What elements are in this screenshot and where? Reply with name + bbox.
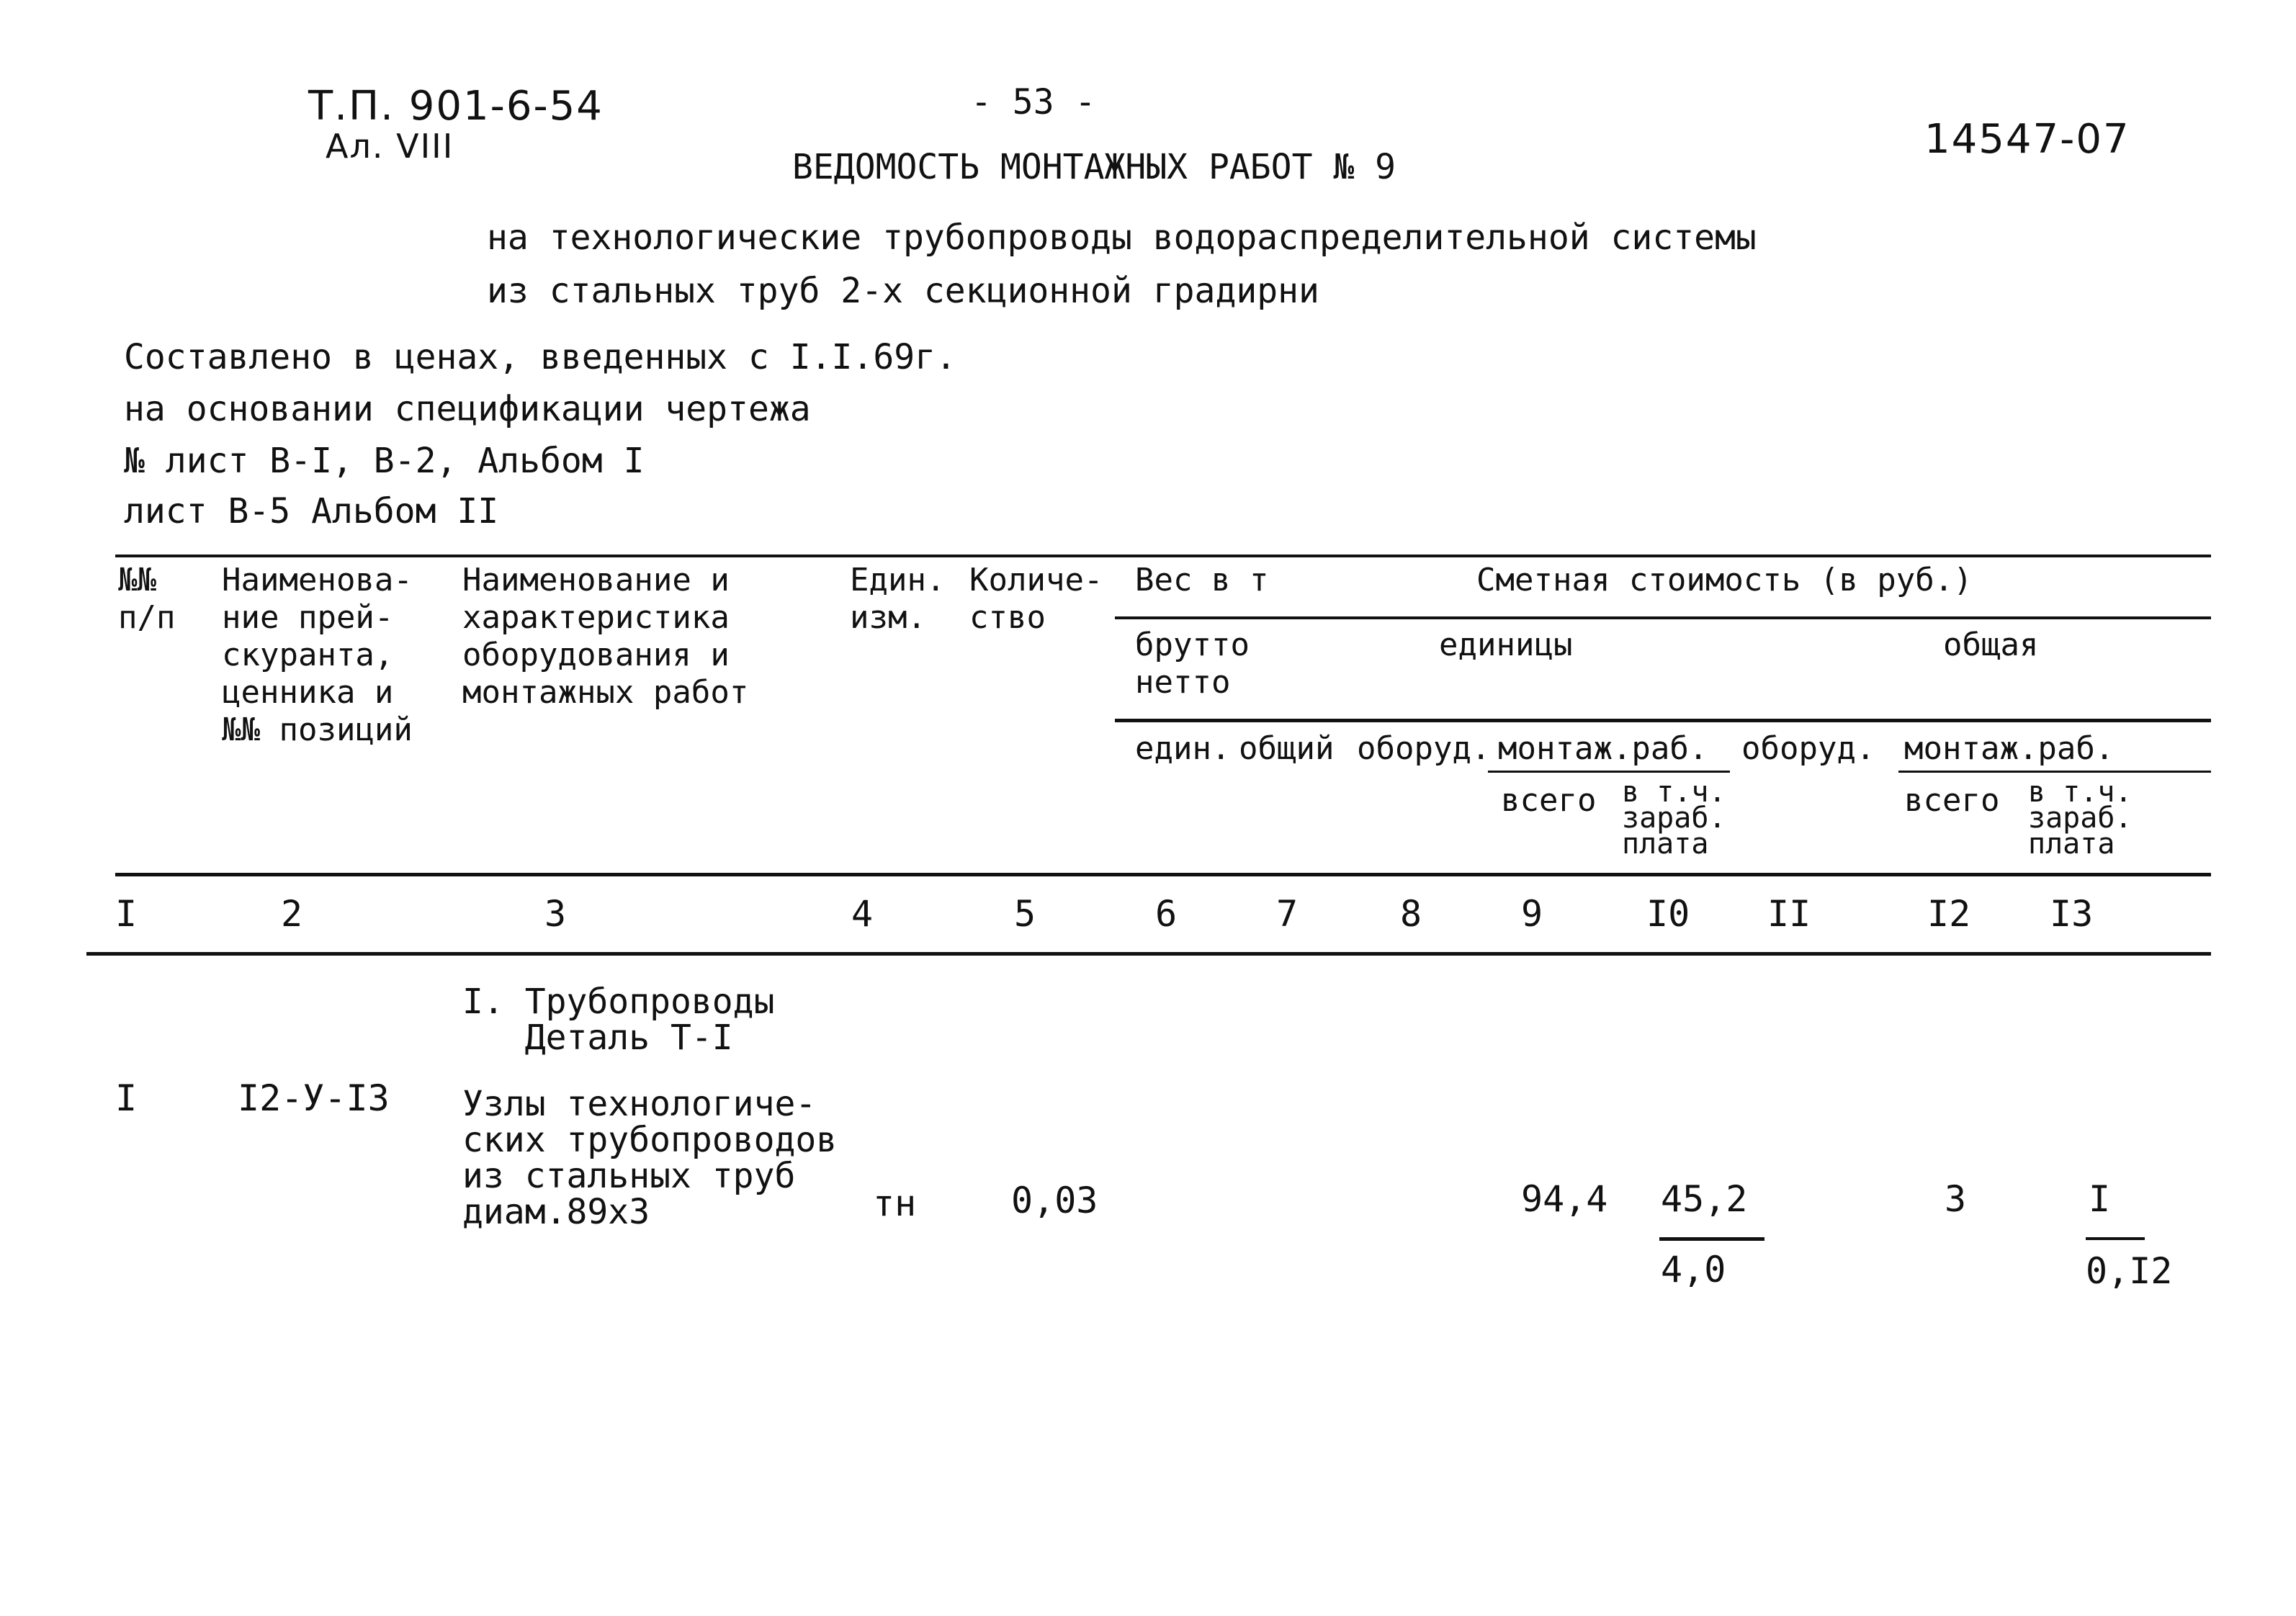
- header-quantity: Количе- ство: [969, 562, 1103, 636]
- info-line-1: Составлено в ценах, введенных с I.I.69г.: [124, 337, 956, 377]
- row-mounting-unit-total: 94,4: [1521, 1178, 1608, 1220]
- info-line-3: № лист В-I, В-2, Альбом I: [124, 441, 645, 481]
- column-number: 9: [1521, 893, 1543, 935]
- row-quantity: 0,03: [1011, 1180, 1098, 1221]
- row-mounting-all-incl-top: I: [2089, 1178, 2111, 1220]
- inventory-number: 14547-07: [1924, 116, 2130, 163]
- subtitle-line-1: на технологические трубопроводы водораспределительной системы: [487, 217, 1757, 258]
- header-brutto-netto: брутто нетто: [1135, 627, 1250, 701]
- header-incl-wages-total: в т.ч. зараб. плата: [2028, 776, 2133, 861]
- document-title: ВЕДОМОСТЬ МОНТАЖНЫХ РАБОТ № 9: [792, 147, 1396, 187]
- rule-under-unit-total: [1115, 719, 2211, 722]
- column-number: 8: [1400, 893, 1422, 935]
- header-total-cost: общая: [1943, 627, 2039, 663]
- header-equipment-unit: оборуд.: [1357, 730, 1491, 767]
- header-equipment-total: оборуд.: [1741, 730, 1875, 767]
- rule-header-bottom: [115, 873, 2211, 876]
- column-number: 3: [544, 893, 567, 935]
- column-number: 4: [851, 893, 874, 935]
- rule-under-mount-2: [1898, 771, 2211, 773]
- album-number: Ал. VIII: [326, 127, 454, 166]
- header-all-unit: всего: [1501, 782, 1597, 819]
- row-mounting-all-incl-bottom: 0,I2: [2086, 1250, 2173, 1292]
- page-number: - 53 -: [971, 82, 1096, 122]
- table-top-rule: [115, 555, 2211, 557]
- rule-numbers-bottom: [86, 952, 2211, 956]
- header-weight-unit: един.: [1135, 730, 1231, 767]
- column-number: 2: [281, 893, 303, 935]
- column-number: I3: [2050, 893, 2094, 935]
- row-item-name: Узлы технологиче- ских трубопроводов из стальных труб диам.89х3: [462, 1084, 838, 1232]
- column-number: I0: [1646, 893, 1690, 935]
- header-item-name: Наименование и характеристика оборудования и монтажных работ: [462, 562, 749, 711]
- row-price-reference: I2-У-I3: [238, 1077, 390, 1119]
- header-row-number: №№ п/п: [118, 562, 176, 636]
- row-mounting-unit-incl-bottom: 4,0: [1661, 1249, 1726, 1290]
- header-weight: Вес в т: [1135, 562, 1269, 598]
- column-number: 7: [1276, 893, 1299, 935]
- rule-under-mount-1: [1488, 771, 1730, 773]
- row-mounting-all-total: 3: [1945, 1178, 1967, 1220]
- section-title: I. Трубопроводы Деталь Т-I: [462, 982, 775, 1058]
- column-number: II: [1767, 893, 1811, 935]
- header-price-reference: Наименова- ние прей- скуранта, ценника и №№ позиций: [222, 562, 413, 748]
- fraction-line: [1659, 1237, 1764, 1241]
- fraction-line: [2086, 1237, 2145, 1240]
- info-line-4: лист В-5 Альбом II: [124, 491, 499, 531]
- header-weight-total: общий: [1239, 730, 1335, 767]
- header-all-total: всего: [1904, 782, 2000, 819]
- column-number: I: [115, 893, 138, 935]
- header-incl-wages-unit: в т.ч. зараб. плата: [1622, 776, 1726, 861]
- column-number: I2: [1927, 893, 1971, 935]
- header-estimated-cost: Сметная стоимость (в руб.): [1476, 562, 1973, 598]
- row-mounting-unit-incl-top: 45,2: [1661, 1178, 1748, 1220]
- row-unit: тн: [873, 1182, 917, 1224]
- rule-under-cost: [1115, 616, 2211, 619]
- header-mounting-unit: монтаж.раб.: [1498, 730, 1708, 767]
- column-number: 5: [1014, 893, 1036, 935]
- header-unit-cost: единицы: [1439, 627, 1573, 663]
- document-code: Т.П. 901-6-54: [308, 83, 604, 130]
- info-line-2: на основании спецификации чертежа: [124, 389, 811, 429]
- subtitle-line-2: из стальных труб 2-х секционной градирни: [487, 271, 1319, 311]
- row-number: I: [115, 1077, 138, 1119]
- header-mounting-total: монтаж.раб.: [1904, 730, 2115, 767]
- header-unit: Един. изм.: [850, 562, 946, 636]
- column-number: 6: [1155, 893, 1178, 935]
